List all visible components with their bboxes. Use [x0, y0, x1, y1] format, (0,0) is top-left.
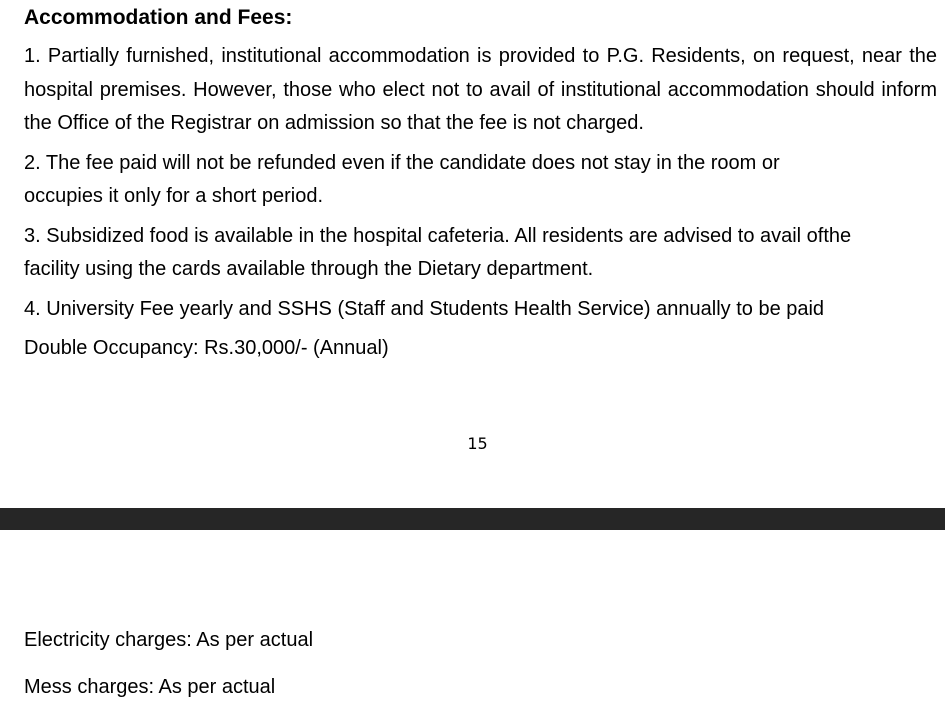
paragraph-food: 3. Subsidized food is available in the hospital cafeteria. All residents are advised to avail ofthe facility using the cards available through the Dietary department. — [24, 224, 852, 280]
page-number: 15 — [467, 434, 488, 453]
double-occupancy-fee: Double Occupancy: Rs.30,000/- (Annual) — [24, 337, 389, 359]
paragraph-university-fee: 4. University Fee yearly and SSHS (Staff and Students Health Service) annually to be paid — [24, 297, 825, 320]
electricity-charges: Electricity charges: As per actual — [24, 629, 314, 651]
section-heading: Accommodation and Fees: — [24, 6, 293, 29]
document-page-16 — [0, 530, 945, 716]
mess-charges: Mess charges: As per actual — [24, 676, 276, 698]
page-separator — [0, 508, 945, 530]
paragraph-refund: 2. The fee paid will not be refunded even if the candidate does not stay in the room or occupies it only for a short period. — [24, 151, 780, 207]
paragraph-accommodation: 1. Partially furnished, institutional accommodation is provided to P.G. Residents, on request, near the hospital premises. However, those who elect not to avail of institutional accommodation should inform the Office of the Registrar on admission so that the fee is not charged. — [24, 45, 937, 134]
page-content — [24, 4, 937, 372]
